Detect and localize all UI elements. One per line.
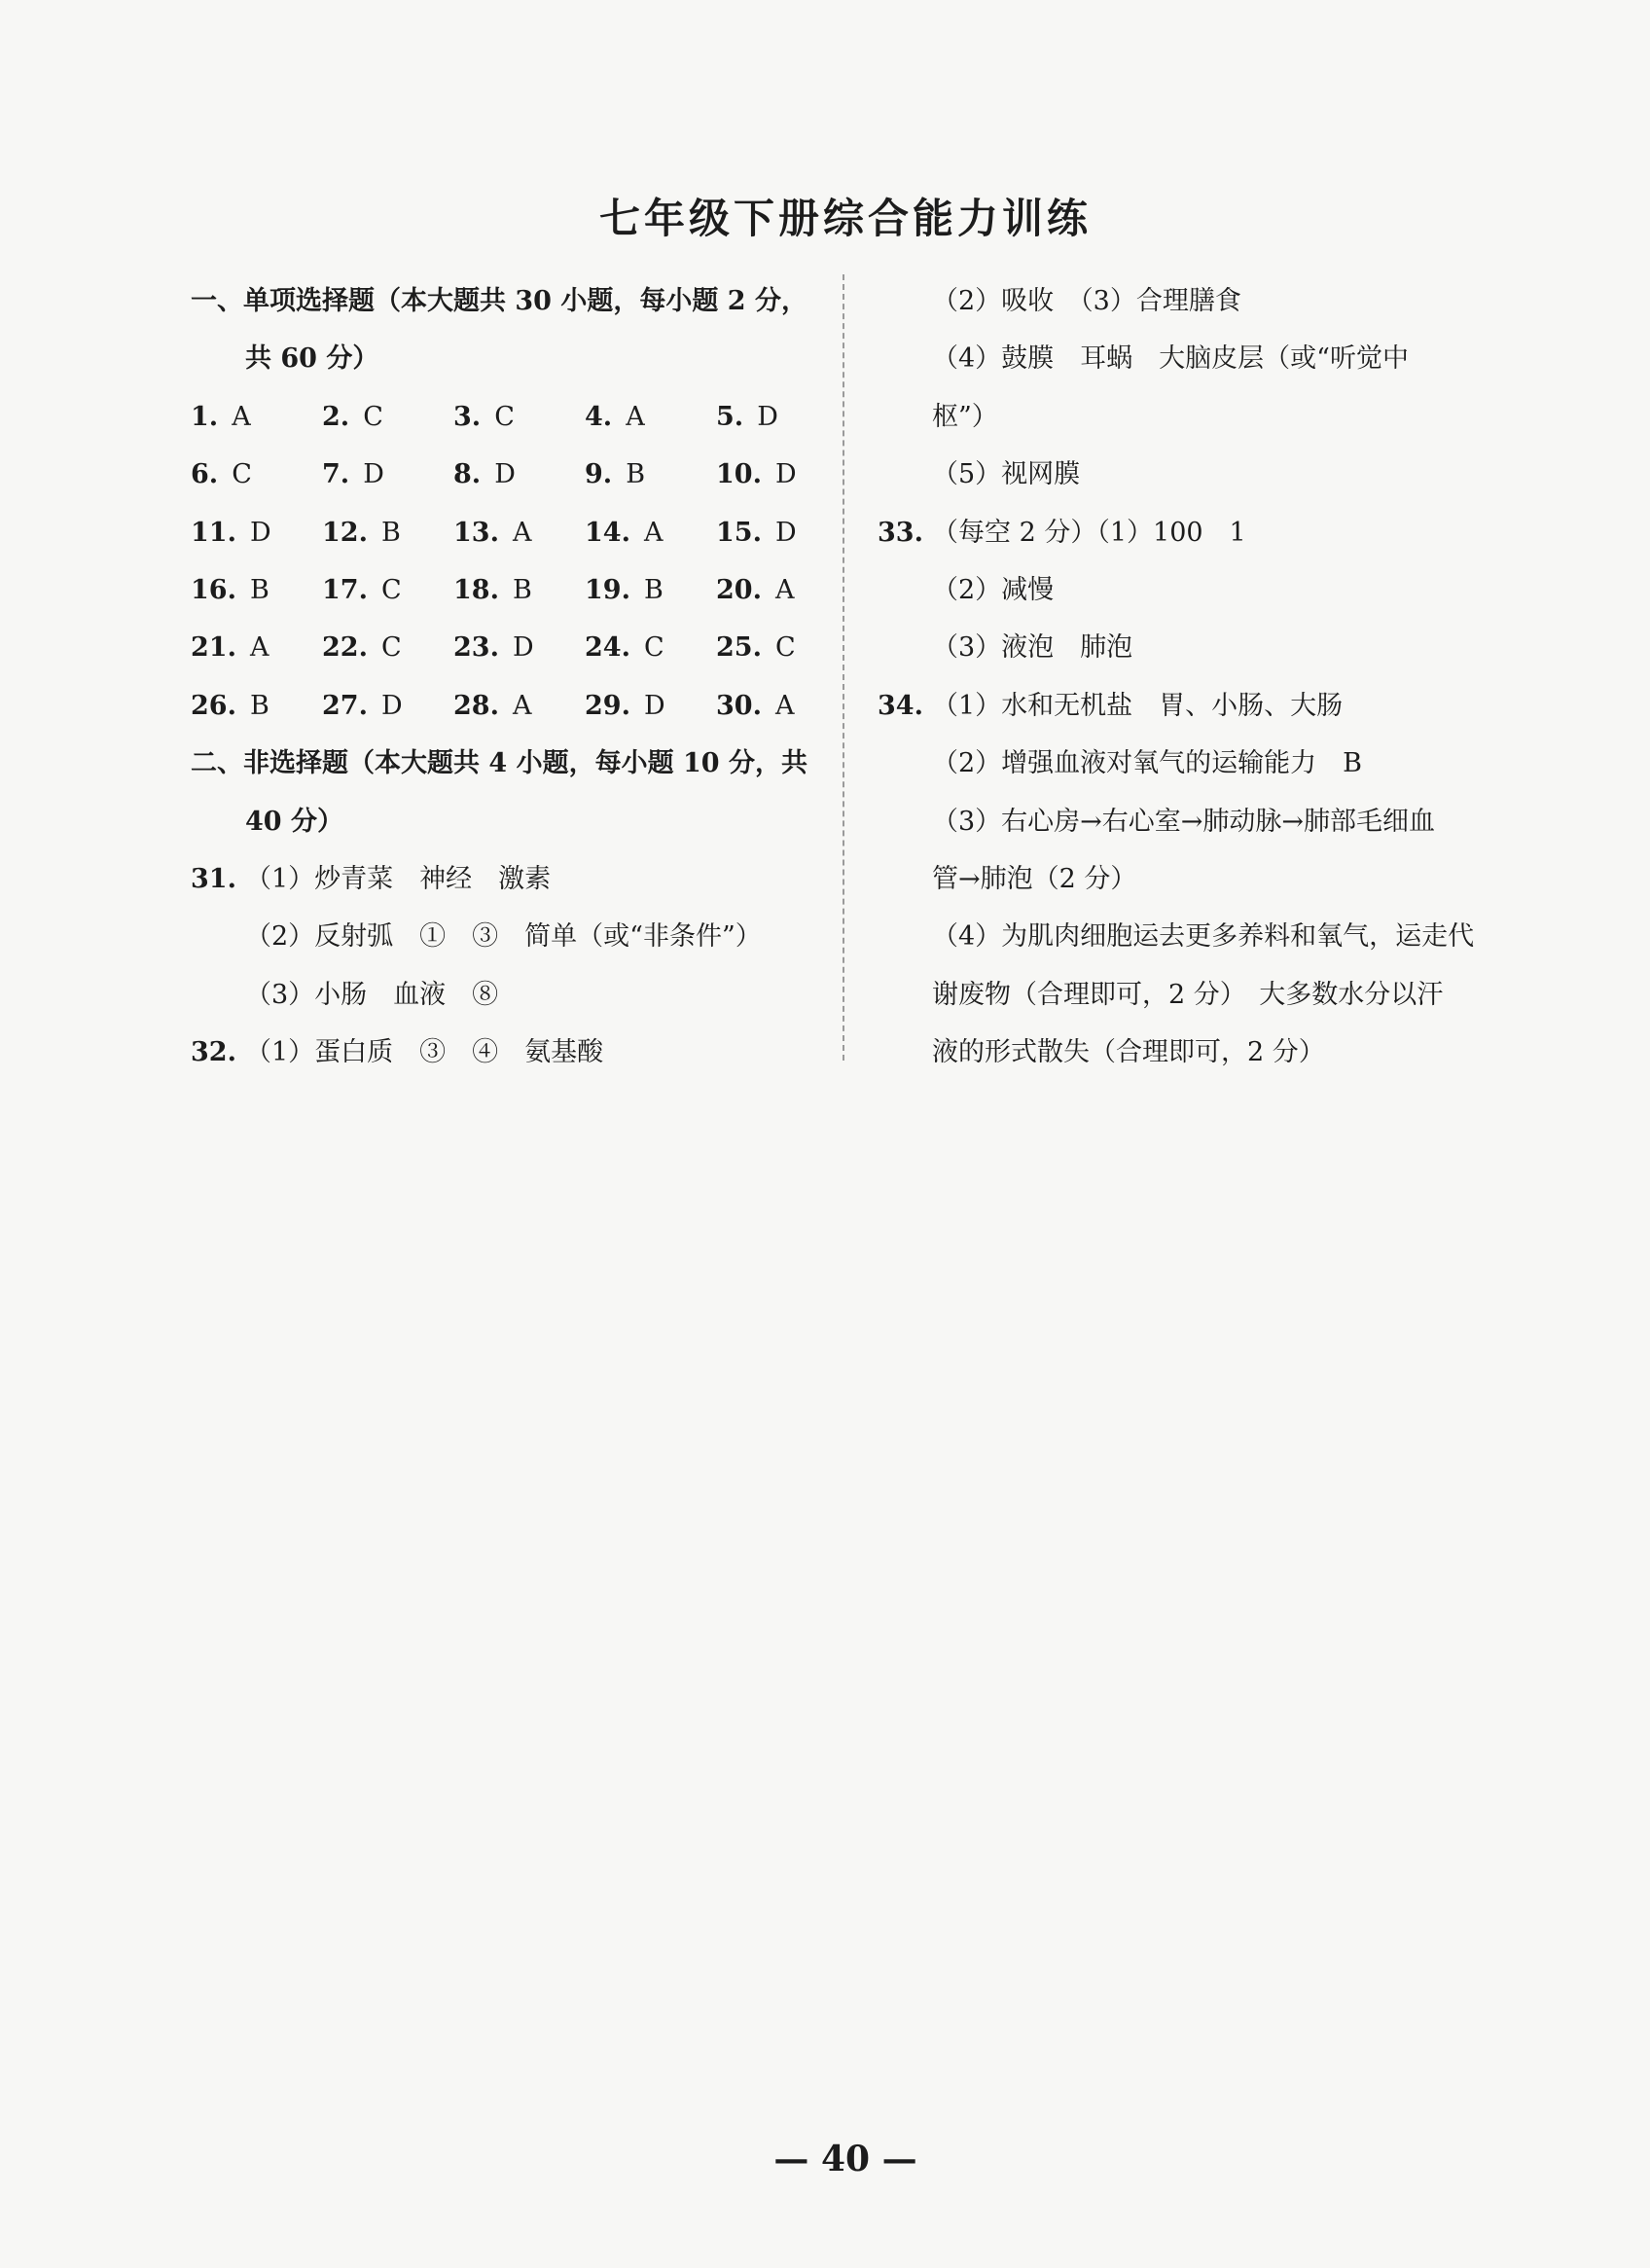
answer-choice: C xyxy=(363,401,383,432)
question-number: 8. xyxy=(453,459,482,490)
answer-item xyxy=(453,561,532,619)
answer-choice: C xyxy=(232,459,252,490)
question-number: 34. xyxy=(878,690,923,721)
answer-choice: A xyxy=(232,401,251,432)
answer-choice: C xyxy=(774,632,796,664)
answer-item xyxy=(716,446,797,503)
question-number: 16. xyxy=(191,574,236,605)
answer-choice: D xyxy=(774,517,797,548)
left-column xyxy=(191,272,823,1081)
answer-choice: C xyxy=(643,632,664,664)
answer-item xyxy=(453,388,515,446)
answer-item xyxy=(716,561,794,619)
question-31 xyxy=(191,850,823,908)
choice-answers-grid xyxy=(191,388,823,735)
answer-line: （每空 2 分）（1）100 1 xyxy=(932,517,1246,548)
answer-item xyxy=(585,446,645,503)
answer-line: （2）增强血液对氧气的运输能力 B xyxy=(932,748,1363,779)
answer-choice: C xyxy=(494,401,515,432)
answer-choice: A xyxy=(249,632,269,664)
section-heading: 一、单项选择题（本大题共 30 小题，每小题 2 分， xyxy=(191,286,807,316)
answer-line: （1）炒青菜 神经 激素 xyxy=(245,863,552,894)
answer-line: （5）视网膜 xyxy=(932,459,1081,490)
answer-choice: A xyxy=(774,574,795,605)
question-number: 26. xyxy=(191,690,236,721)
answer-item xyxy=(191,561,269,619)
answer-item xyxy=(585,561,664,619)
answer-choice: B xyxy=(643,574,664,605)
answer-item xyxy=(453,504,531,561)
answer-row xyxy=(191,504,823,561)
question-number: 14. xyxy=(585,517,630,548)
answer-choice: B xyxy=(626,459,646,490)
question-number: 22. xyxy=(322,632,368,664)
answer-choice: B xyxy=(512,574,532,605)
question-number: 1. xyxy=(191,401,219,432)
answer-choice: B xyxy=(249,574,269,605)
section-heading-cont: 共 60 分） xyxy=(245,343,379,375)
question-number: 11. xyxy=(191,517,236,548)
answer-choice: A xyxy=(626,401,645,432)
section-heading-cont: 40 分） xyxy=(245,806,343,837)
answer-item xyxy=(322,504,401,561)
answer-row xyxy=(191,677,823,735)
answer-line: 谢废物（合理即可，2 分） 大多数水分以汗 xyxy=(932,979,1444,1010)
answer-item xyxy=(716,677,794,735)
question-number: 27. xyxy=(322,690,368,721)
answer-row xyxy=(191,561,823,619)
question-33 xyxy=(878,504,1520,561)
answer-line: （2）吸收 （3）合理膳食 xyxy=(932,286,1241,316)
answer-item xyxy=(322,388,383,446)
question-number: 17. xyxy=(322,574,368,605)
question-number: 12. xyxy=(322,517,368,548)
answer-line: （4）鼓膜 耳蜗 大脑皮层（或“听觉中 xyxy=(932,343,1409,375)
answer-line: （1）水和无机盐 胃、小肠、大肠 xyxy=(932,690,1344,721)
answer-line: （1）蛋白质 ③ ④ 氨基酸 xyxy=(245,1037,604,1068)
answer-choice: D xyxy=(512,632,534,664)
answer-item xyxy=(716,388,778,446)
answer-choice: D xyxy=(363,459,384,490)
question-number: 5. xyxy=(716,401,744,432)
question-number: 4. xyxy=(585,401,613,432)
page-number: — 40 — xyxy=(773,2139,917,2179)
answer-choice: A xyxy=(512,517,532,548)
question-number: 18. xyxy=(453,574,499,605)
answer-item xyxy=(453,446,516,503)
answer-item xyxy=(585,619,664,676)
answer-choice: A xyxy=(512,690,532,721)
answer-choice: C xyxy=(380,574,402,605)
answer-line: （2）减慢 xyxy=(932,574,1055,605)
answer-item xyxy=(191,619,269,676)
answer-choice: D xyxy=(774,459,797,490)
answer-choice: D xyxy=(643,690,665,721)
question-number: 3. xyxy=(453,401,482,432)
question-number: 24. xyxy=(585,632,630,664)
answer-item xyxy=(322,677,403,735)
question-number: 20. xyxy=(716,574,762,605)
question-number: 9. xyxy=(585,459,613,490)
answer-choice: B xyxy=(249,690,269,721)
answer-item xyxy=(585,677,665,735)
answer-item xyxy=(191,504,271,561)
page-title: 七年级下册综合能力训练 xyxy=(598,195,1092,242)
answer-line: （2）反射弧 ① ③ 简单（或“非条件”） xyxy=(245,921,762,953)
answer-item xyxy=(322,561,402,619)
answer-item xyxy=(191,388,251,446)
answer-item xyxy=(191,446,252,503)
answer-item xyxy=(322,446,384,503)
answer-choice: A xyxy=(774,690,795,721)
question-number: 21. xyxy=(191,632,236,664)
question-number: 31. xyxy=(191,863,236,894)
question-number: 28. xyxy=(453,690,499,721)
answer-choice: C xyxy=(380,632,402,664)
answer-line: （3）小肠 血液 ⑧ xyxy=(245,979,499,1010)
answer-line: 液的形式散失（合理即可，2 分） xyxy=(932,1037,1325,1068)
answer-choice: D xyxy=(249,517,271,548)
question-number: 29. xyxy=(585,690,630,721)
answer-line: （3）右心房→右心室→肺动脉→肺部毛细血 xyxy=(932,806,1436,837)
answer-item xyxy=(716,504,797,561)
answer-choice: D xyxy=(494,459,516,490)
answer-item xyxy=(453,677,531,735)
question-34 xyxy=(878,677,1520,735)
answer-item xyxy=(585,388,645,446)
question-number: 15. xyxy=(716,517,762,548)
answer-item xyxy=(453,619,534,676)
answer-item xyxy=(716,619,796,676)
answer-item xyxy=(585,504,663,561)
question-32 xyxy=(191,1024,823,1081)
answer-choice: D xyxy=(757,401,778,432)
column-divider xyxy=(843,274,844,1061)
answer-item xyxy=(191,677,269,735)
section-heading: 二、非选择题（本大题共 4 小题，每小题 10 分，共 xyxy=(191,748,807,779)
question-number: 6. xyxy=(191,459,219,490)
question-number: 33. xyxy=(878,517,923,548)
answer-item xyxy=(322,619,402,676)
question-number: 32. xyxy=(191,1037,236,1068)
answer-line: 枢”） xyxy=(932,401,998,432)
answer-choice: B xyxy=(380,517,401,548)
question-number: 19. xyxy=(585,574,630,605)
right-column xyxy=(878,272,1520,1081)
question-number: 2. xyxy=(322,401,350,432)
question-number: 7. xyxy=(322,459,350,490)
answer-choice: A xyxy=(643,517,664,548)
answer-row xyxy=(191,446,823,503)
question-number: 30. xyxy=(716,690,762,721)
question-number: 13. xyxy=(453,517,499,548)
question-number: 23. xyxy=(453,632,499,664)
answer-line: 管→肺泡（2 分） xyxy=(932,863,1137,894)
answer-line: （4）为肌肉细胞运去更多养料和氧气，运走代 xyxy=(932,921,1475,953)
answer-choice: D xyxy=(380,690,403,721)
answer-row xyxy=(191,388,823,446)
question-number: 10. xyxy=(716,459,762,490)
question-number: 25. xyxy=(716,632,762,664)
answer-line: （3）液泡 肺泡 xyxy=(932,632,1133,664)
answer-row xyxy=(191,619,823,676)
